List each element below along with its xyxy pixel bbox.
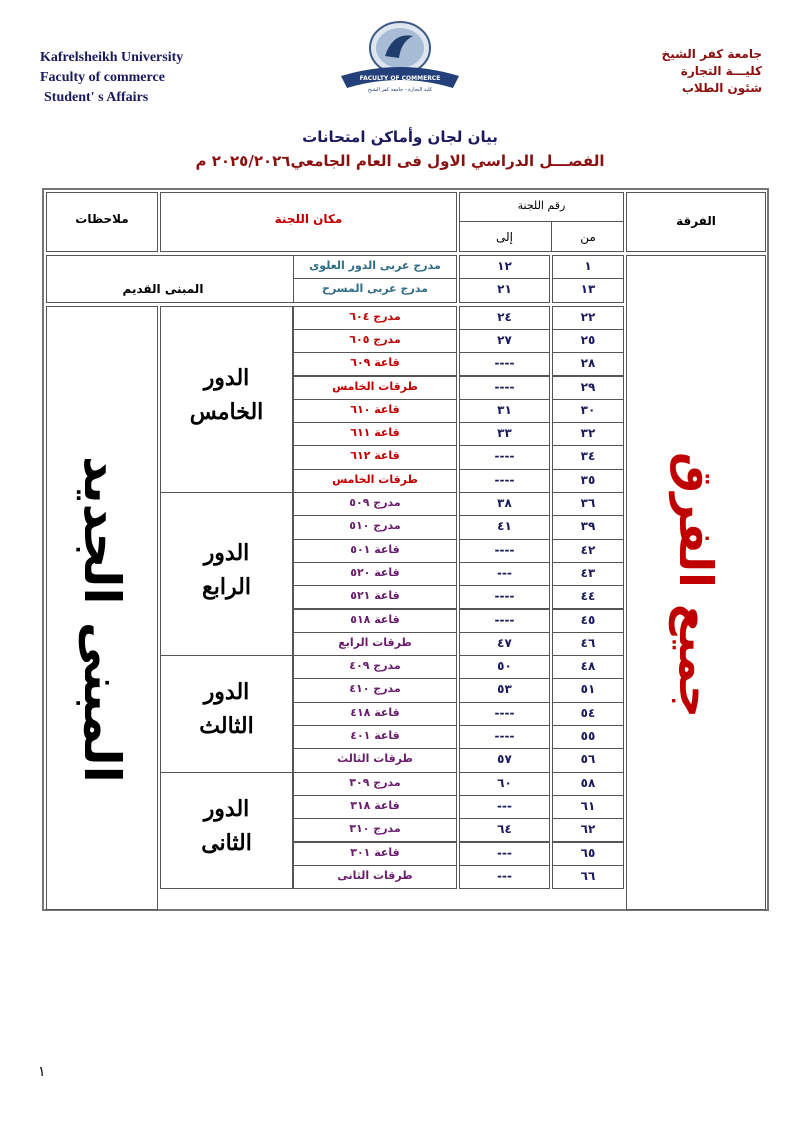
- committee-from: ٣٩: [580, 519, 596, 534]
- committee-to: ٢٧: [497, 332, 512, 347]
- committee-to: ----: [494, 379, 515, 394]
- committee-from: ٢٢: [580, 309, 596, 324]
- from-header: من: [580, 230, 596, 244]
- committee-from: ٤٢: [580, 542, 596, 557]
- committee-from: ٣٥: [580, 472, 596, 487]
- all-years-label: جميع الفرق: [669, 451, 723, 719]
- committee-place: طرقات الثانى: [337, 868, 413, 882]
- year-header: الفرقة: [676, 214, 716, 228]
- committee-place: قاعة ٥٢٠: [350, 565, 400, 579]
- page-subtitle: الفصـــل الدراسي الاول فى العام الجامعي٢٠٢٥/٢٠٢٦ م: [195, 152, 605, 170]
- committee-place: مدرج عربى الدور العلوى: [309, 259, 441, 272]
- committee-to: ٥٧: [497, 752, 512, 767]
- committee-to: ----: [494, 589, 515, 604]
- committee-place: قاعة ٥٢١: [350, 589, 400, 603]
- committee-place: مدرج ٣٠٩: [349, 775, 401, 789]
- committee-to: ----: [494, 472, 515, 487]
- committee-place: قاعة ٥٠١: [350, 542, 400, 556]
- committee-place: طرقات الخامس: [332, 472, 418, 486]
- committee-to: ٢٤: [497, 309, 512, 324]
- committee-from: ٢٨: [580, 356, 596, 371]
- committee-to: ٦٠: [497, 775, 512, 790]
- number-header: رقم اللجنة: [517, 199, 566, 212]
- committee-place: مدرج ٤٠٩: [349, 659, 401, 673]
- department-name-ar: شئون الطلاب: [681, 81, 762, 95]
- committee-place: قاعة ٦١٠: [350, 402, 400, 416]
- logo-subtext: كلية التجارة - جامعة كفر الشيخ: [367, 87, 433, 93]
- committee-from: ٣٦: [580, 496, 596, 510]
- committee-place: قاعة ٦١١: [350, 426, 400, 440]
- committee-place: طرقات الرابع: [338, 635, 412, 649]
- committee-place: طرقات الخامس: [332, 379, 418, 393]
- committee-from: ٥٤: [580, 705, 596, 720]
- committee-to: ٤١: [497, 519, 512, 534]
- committee-place: قاعة ٦٠٩: [350, 356, 400, 370]
- floor-label: الدور الثانى: [201, 795, 252, 856]
- committee-to: ----: [494, 449, 515, 464]
- committee-from: ١٣: [580, 282, 596, 297]
- page-title: بيان لجان وأماكن امتحانات: [302, 128, 498, 146]
- university-name-ar: جامعة كفر الشيخ: [661, 47, 762, 61]
- faculty-name-ar: كليـــة التجارة: [680, 64, 762, 78]
- committee-place: قاعة ٤٠١: [350, 729, 400, 742]
- committee-to: ----: [494, 612, 515, 627]
- committee-from: ١: [584, 259, 592, 273]
- new-building-label: المبنى الجديد: [73, 455, 131, 783]
- committee-to: ٥٠: [497, 659, 512, 674]
- notes-header: ملاحظات: [75, 212, 129, 226]
- department-name: Student' s Affairs: [44, 90, 149, 105]
- committee-to: ١٢: [497, 259, 512, 273]
- place-header: مكان اللجنة: [274, 212, 343, 226]
- committee-place: قاعة ٣١٨: [350, 798, 400, 812]
- committee-from: ٤٦: [580, 635, 596, 650]
- committee-place: مدرج ٤١٠: [349, 682, 401, 696]
- committee-from: ٥٥: [580, 729, 596, 743]
- committee-from: ٥٨: [580, 775, 596, 790]
- committee-place: قاعة ٥١٨: [350, 612, 400, 626]
- committee-from: ٦٦: [580, 868, 596, 883]
- committee-place: مدرج ٦٠٤: [349, 309, 401, 323]
- committee-to: ٣٨: [497, 496, 512, 510]
- floor-label: الدور الخامس: [189, 364, 264, 425]
- committee-place: قاعة ٣٠١: [350, 845, 400, 859]
- committee-to: ---: [497, 565, 512, 580]
- committee-from: ٣٢: [580, 426, 596, 441]
- committee-from: ٦٢: [580, 822, 596, 837]
- committee-from: ٦١: [580, 798, 596, 813]
- committee-to: ٥٣: [497, 682, 512, 697]
- faculty-logo: [333, 18, 467, 98]
- committee-from: ٥١: [580, 682, 596, 697]
- committee-from: ٢٥: [580, 332, 596, 347]
- committee-place: مدرج ٥٠٩: [349, 496, 401, 509]
- floor-label: الدور الثالث: [199, 679, 254, 740]
- committee-from: ٣٤: [580, 449, 596, 464]
- arabic-header: [662, 46, 762, 97]
- committee-from: ٥٦: [580, 752, 596, 767]
- committee-to: ---: [497, 868, 512, 883]
- committee-place: قاعة ٤١٨: [350, 705, 400, 719]
- committee-to: ----: [494, 356, 515, 371]
- committee-from: ٦٥: [580, 845, 596, 860]
- university-name: Kafrelsheikh University: [40, 50, 184, 65]
- to-header: إلى: [496, 230, 513, 244]
- committee-to: ----: [494, 542, 515, 557]
- committee-to: ---: [497, 845, 512, 860]
- committee-to: ٢١: [497, 282, 512, 297]
- committee-from: ٤٤: [580, 589, 596, 604]
- committee-to: ٣١: [497, 402, 512, 417]
- committee-place: قاعة ٦١٢: [350, 449, 400, 463]
- committee-place: طرقات الثالث: [337, 752, 413, 766]
- committee-from: ٣٠: [580, 402, 596, 417]
- committee-place: مدرج ٣١٠: [349, 822, 401, 836]
- committee-place: مدرج ٥١٠: [349, 519, 401, 533]
- committee-to: ٣٣: [497, 426, 512, 441]
- committee-to: ٤٧: [497, 635, 512, 650]
- committee-place: مدرج عربى المسرح: [322, 282, 428, 296]
- page-number: ١: [38, 1064, 46, 1080]
- committee-from: ٤٣: [580, 565, 596, 580]
- floor-label: الدور الرابع: [202, 539, 251, 600]
- old-building-label: المبنى القديم: [122, 281, 204, 296]
- number-header-divider: [459, 221, 624, 222]
- logo-text: FACULTY OF COMMERCE: [359, 75, 441, 82]
- committee-to: ----: [494, 729, 515, 743]
- committee-place: مدرج ٦٠٥: [349, 332, 401, 346]
- committee-from: ٢٩: [580, 379, 596, 394]
- committee-to: ----: [494, 705, 515, 720]
- committee-from: ٤٨: [580, 659, 596, 674]
- committee-to: ٦٤: [497, 822, 512, 837]
- committee-from: ٤٥: [580, 612, 596, 627]
- committee-to: ---: [497, 798, 512, 813]
- faculty-name: Faculty of commerce: [40, 70, 165, 85]
- english-header: [40, 48, 183, 108]
